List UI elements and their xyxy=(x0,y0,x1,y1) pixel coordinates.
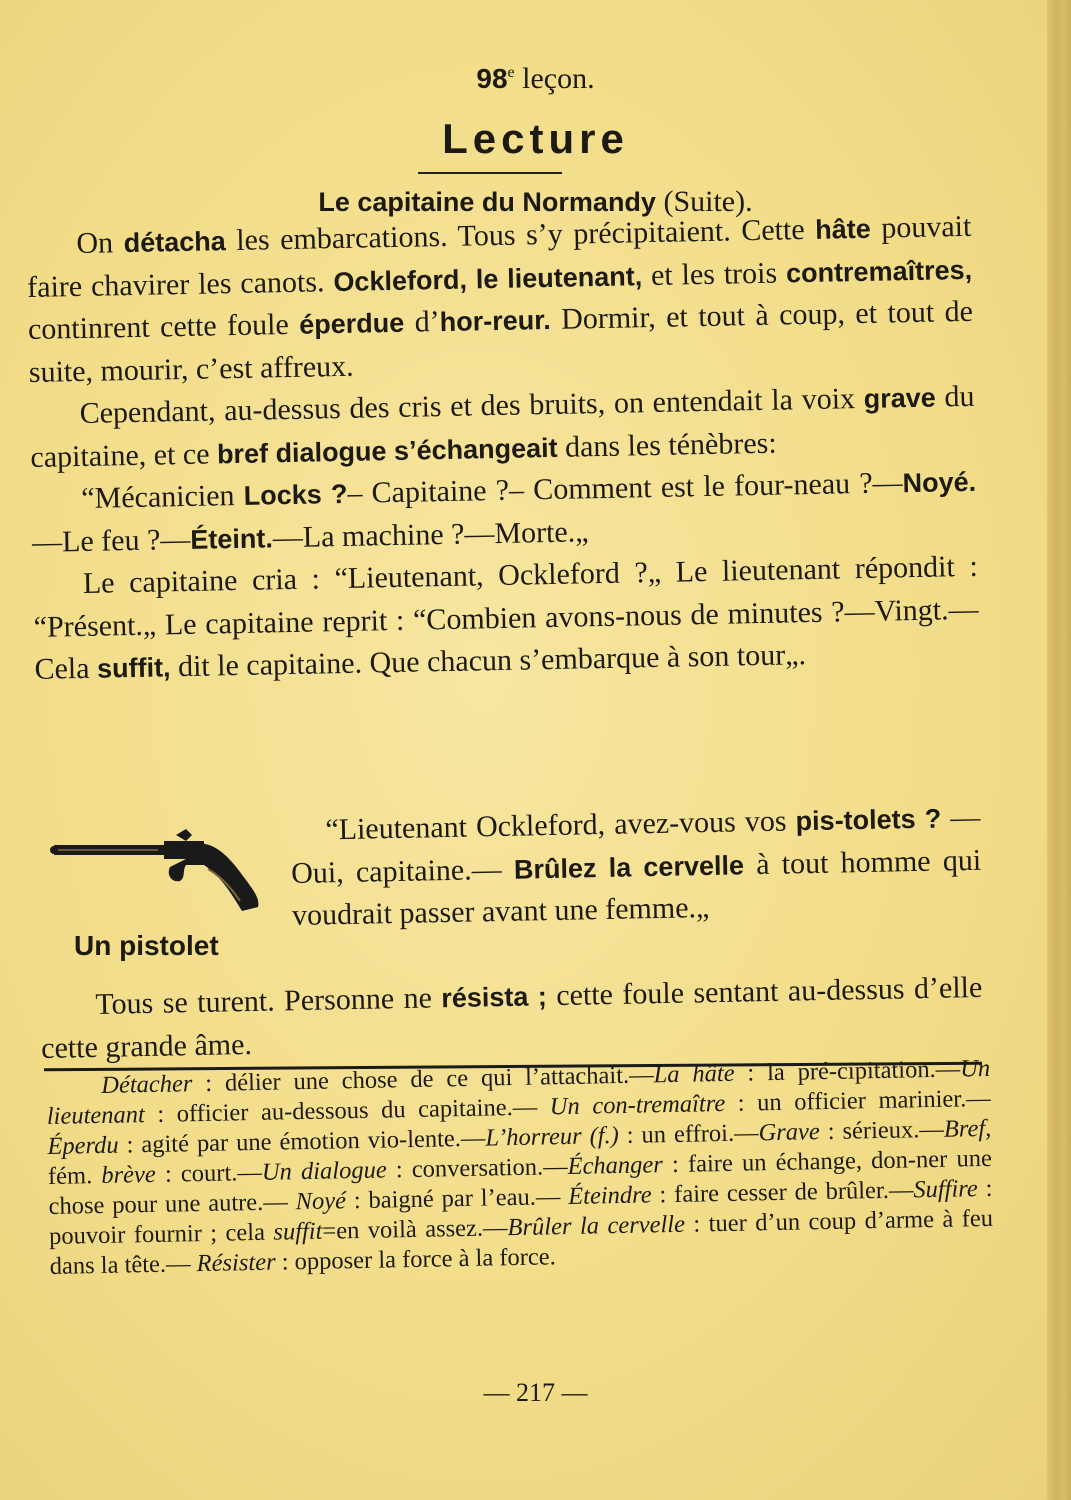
note-term: Un lieutenant xyxy=(46,1054,991,1130)
note-term: Éteindre xyxy=(567,1181,652,1210)
text: —La machine ?—Morte.„ xyxy=(272,514,589,554)
vocab-word: pis-tolets ? xyxy=(795,803,942,837)
text: dit le capitaine. Que chacun s’embarque à son tour„. xyxy=(177,638,807,684)
text: —Le feu ?— xyxy=(31,522,191,559)
note-term: Résister xyxy=(196,1248,276,1278)
note-term: Éperdu xyxy=(47,1131,119,1160)
note-def: : sérieux.— xyxy=(819,1115,945,1146)
text: et les trois xyxy=(650,256,778,292)
note-term: Noyé xyxy=(295,1187,347,1216)
note-def: : faire un échange, don-ner une chose pour une autre.— xyxy=(48,1144,993,1220)
vocab-word: contremaîtres, xyxy=(785,254,973,288)
vocab-word: Ockleford, le lieutenant, xyxy=(333,260,643,297)
page-edge xyxy=(1047,0,1071,1500)
note-def: : délier une chose de ce qui l’attachait.— xyxy=(192,1061,654,1098)
paragraph-5 xyxy=(290,797,982,938)
text: à tout homme qui voudrait passer avant une femme.„ xyxy=(291,843,982,932)
lesson-header xyxy=(0,62,1071,96)
lesson-number-sup: e xyxy=(507,64,515,81)
text: Le capitaine cria : “Lieutenant, Ockleford ?„ Le lieutenant répondit : “Présent.„ Le capitaine reprit : “Combien avons-nous de minutes ?—Vingt.—Cela xyxy=(33,549,979,686)
note-term: brève xyxy=(101,1160,157,1189)
vocab-word: éperdue xyxy=(298,307,405,340)
subtitle-rest: (Suite). xyxy=(663,185,753,218)
note-term: Grave xyxy=(758,1118,821,1147)
vocab-word: détacha xyxy=(123,226,226,259)
main-text xyxy=(26,206,980,692)
note-term: Un con-tremaître xyxy=(549,1089,726,1121)
text: Tous se turent. Personne ne xyxy=(95,981,433,1021)
text: dans les ténèbres: xyxy=(564,426,777,464)
footnote-paragraph xyxy=(46,1054,994,1282)
note-def: : opposer la force à la force. xyxy=(275,1243,557,1276)
text: pouvait faire chavirer les canots. xyxy=(26,209,972,304)
paragraph-1 xyxy=(26,206,974,394)
text: “Lieutenant Ockleford, avez-vous vos xyxy=(325,804,787,847)
vocab-word: résista ; xyxy=(441,981,548,1014)
note-term: La hâte xyxy=(653,1059,735,1089)
note-def: : tuer d’un coup d’arme à feu dans la tête.— xyxy=(49,1204,994,1280)
note-def: : baigné par l’eau.— xyxy=(345,1183,569,1215)
note-def: : officier au-dessous du capitaine.— xyxy=(144,1093,551,1129)
text: cette foule sentant au-dessus d’elle cette grande âme. xyxy=(40,970,983,1065)
footnotes xyxy=(46,1054,994,1282)
title-underline xyxy=(418,172,562,174)
note-def: fém. xyxy=(47,1161,102,1190)
vocab-word: grave xyxy=(863,382,937,414)
vocab-word: hâte xyxy=(814,213,871,245)
text: d’ xyxy=(414,305,441,339)
note-def: : court.— xyxy=(155,1158,263,1188)
page-title: Lecture xyxy=(442,115,629,162)
note-def: : la pré-cipitation.— xyxy=(734,1055,961,1087)
vocab-word: Noyé. xyxy=(902,466,977,499)
lesson-word: leçon. xyxy=(522,62,595,95)
vocab-word: hor-reur. xyxy=(439,304,551,338)
note-term: Brûler la cervelle xyxy=(507,1210,686,1242)
note-term: Bref, xyxy=(943,1114,992,1143)
pistol-caption: Un pistolet xyxy=(74,930,219,961)
note-def: : un effroi.— xyxy=(618,1119,759,1150)
note-term: Détacher xyxy=(101,1070,193,1099)
note-def: : faire cesser de brûler.— xyxy=(651,1176,914,1209)
text: du capitaine, et ce xyxy=(30,379,975,474)
closing-text xyxy=(40,967,983,1070)
note-def: : un officier marinier.— xyxy=(724,1084,991,1117)
text: “Mécanicien xyxy=(80,479,235,515)
side-text xyxy=(290,797,982,938)
page-number: — 217 — xyxy=(483,1378,588,1407)
vocab-word: Locks ? xyxy=(243,478,348,511)
lesson-number: 98 xyxy=(476,63,508,94)
text: les embarcations. Tous s’y précipitaient. Cette xyxy=(235,213,805,257)
text: On xyxy=(76,226,114,261)
note-term: Suffire xyxy=(913,1175,978,1204)
note-def: : conversation.— xyxy=(386,1153,568,1184)
paragraph-6 xyxy=(40,967,983,1070)
vocab-word: Brûlez la cervelle xyxy=(513,849,745,885)
text: continrent cette foule xyxy=(27,307,290,346)
note-def: : pouvoir fournir ; cela xyxy=(48,1174,993,1250)
vocab-word: suffit, xyxy=(96,652,171,684)
text: – Capitaine ?– Comment est le four-neau ?— xyxy=(347,466,903,510)
note-term: L’horreur (f.) xyxy=(485,1122,620,1152)
text: Dormir, et tout à coup, et tout de suite, mourir, c’est affreux. xyxy=(28,294,974,389)
subtitle-bold: Le capitaine du Normandy xyxy=(318,187,656,217)
note-def: : agité par une émotion vio-lente.— xyxy=(118,1124,486,1159)
note-term: Un dialogue xyxy=(261,1156,387,1186)
text: Cependant, au-dessus des cris et des bruits, on entendait la voix xyxy=(79,382,856,431)
paragraph-4 xyxy=(33,546,980,692)
note-term: suffit xyxy=(273,1217,323,1246)
pistol-icon xyxy=(36,825,276,925)
vocab-word: bref dialogue s’échangeait xyxy=(216,432,558,469)
vocab-word: Éteint. xyxy=(190,522,274,555)
text: — Oui, capitaine.— xyxy=(290,800,981,890)
note-term: Échanger xyxy=(567,1151,664,1181)
note-def: =en voilà assez.— xyxy=(322,1214,508,1245)
